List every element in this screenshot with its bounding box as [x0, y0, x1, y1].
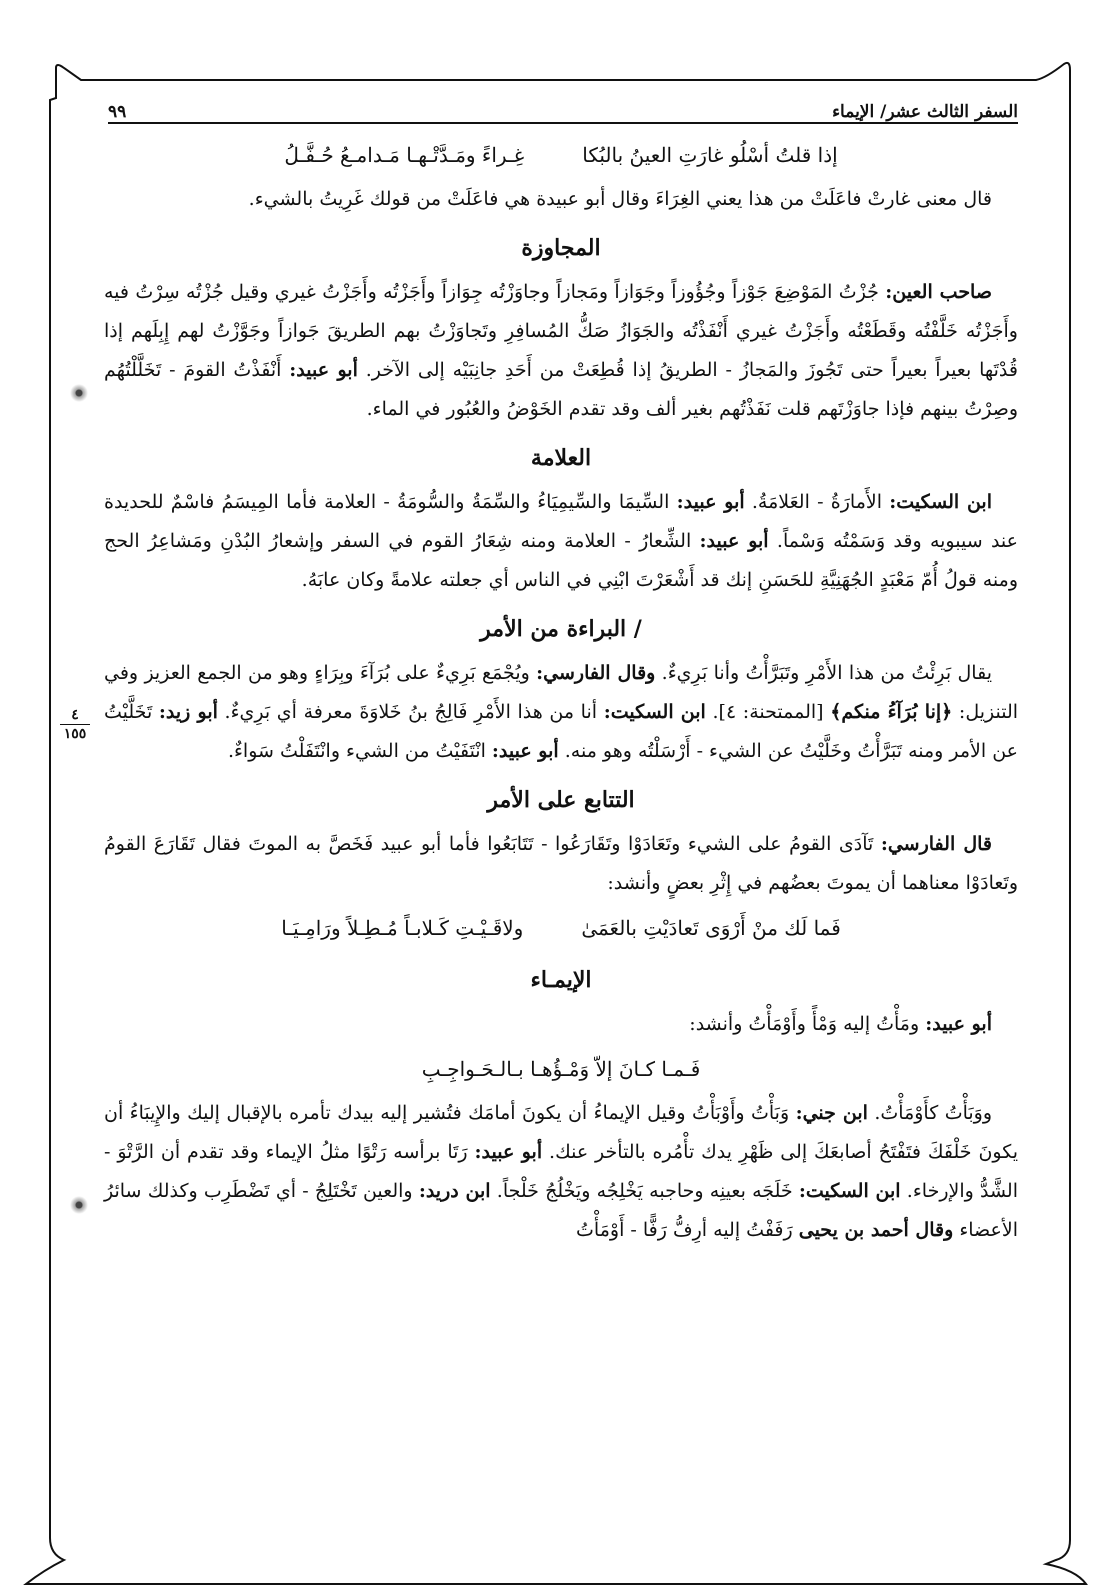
margin-page-reference — [58, 707, 92, 742]
paragraph-text: الأَمارَةُ - العَلامَةُ. — [744, 491, 890, 513]
source-name: ابن السكيت: — [889, 491, 992, 513]
paragraph-text: يقال بَرِئْتُ من هذا الأَمْرِ وتَبَرَّأْتُ وأنا بَرِيءٌ. — [655, 662, 992, 684]
section-heading: العلامة — [530, 445, 592, 471]
header-title: السفر الثالث عشر/ الإيماء — [832, 102, 1018, 122]
source-name: أبو عبيد: — [289, 359, 358, 381]
running-header — [108, 82, 1018, 122]
paragraph-text: السِّيمَا والسِّيمِيَاءُ والسِّمَةُ والسُّومَةُ - العلامة فأما المِيسَمُ فاسْمٌ للحديدة عند سيبويه وقد وَسَمْتُه وَسْماً. — [104, 491, 1018, 552]
verse-hemistich-left: ولاقَـيْـتِ كَـلابـاً مُـطِـلاً ورَامِـيَـا — [281, 916, 524, 940]
source-name: أبو عبيد: — [474, 1141, 543, 1163]
paragraph — [104, 654, 1018, 771]
paragraph-text: جُزْتُ المَوْضِعَ جَوْزاً وجُؤُوزاً وجَوَازاً ومَجازاً وجاوَزْتُه جِوَازاً وأَجَزْتُه وأَجَزْتُ غيري وقيل جُزْتُه سِرْتُ فيه وأَجَزْتُه خَلَّفْتُه وقَطَعْتُه وأَجَزْتُ غيري أَنْفَذْتُه والجَوَازُ صَكُّ المُسافِرِ وتَجاوَزْتُ بهم الطريقَ جَوازاً وجَوَّزْتُ لهم إِبِلَهم إذا قُدْتَها بعيراً بعيراً حتى تَجُوزَ والمَجازُ - الطريقُ إذا قُطِعَتْ من أَحَدِ جانِبَيْه إلى الآخر. — [104, 281, 1018, 381]
source-name: أبو عبيد: — [676, 491, 745, 513]
source-name: وقال الفارسي: — [536, 662, 656, 684]
paragraph — [104, 180, 1018, 219]
paragraph-text: رَفَفْتُ إليه أرِفُّ رَفًّا - أَوْمَأْتُ — [576, 1219, 799, 1241]
source-name: قال الفارسي: — [880, 833, 992, 855]
source-name: وقال أحمد بن يحيى — [798, 1219, 954, 1241]
verse-hemistich-right: إذا قلتُ أسْلُو غارَتِ العينُ بالبُكا — [582, 143, 838, 167]
paragraph-text: أنا من هذا الأَمْرِ فَالِجُ بنُ خَلاوَةَ معرفة أي بَرِيءٌ. — [217, 701, 604, 723]
verse-hemistich-right: فَما لَك منْ أَرْوَى تَعادَيْتِ بالعَمَىٰ — [581, 916, 841, 940]
paragraph-text: خَلَجَه بعينِه وحاجبه يَخْلِجُه ويَخْلُجُ خَلْجاً. — [490, 1180, 799, 1202]
source-name: أبو عبيد: — [925, 1013, 992, 1035]
paragraph — [104, 1005, 1018, 1044]
paragraph-text: انْتَفَيْتُ من الشيء وانْتَفَلْتُ سَواءٌ. — [227, 740, 492, 762]
paper-blemish — [70, 1196, 88, 1214]
header-rule — [108, 122, 1018, 124]
page-number: ٩٩ — [108, 102, 127, 122]
source-name: صاحب العين: — [885, 281, 992, 303]
paragraph-text: [الممتحنة: ٤]. — [705, 701, 831, 723]
paragraph — [104, 483, 1018, 600]
quran-quote: ﴿إنا بُرَآءُ منكم﴾ — [830, 701, 953, 723]
paragraph-text: تَآدَى القومُ على الشيء وتَعَادَوْا وتَقَارَعُوا - تَتَابَعُوا فأما أبو عبيد فَخَصَّ به الموتَ فقال تَقَارَعَ القومُ وتَعادَوْا معناهما أن يموتَ بعضُهم في إِثْرِ بعضٍ وأنشد: — [104, 833, 1018, 894]
paragraph-text: ووَبَأْتُ كأَوْمَأْتُ. — [867, 1102, 993, 1124]
source-name: أبو عبيد: — [699, 530, 769, 552]
paragraph-text: وَبَأْتُ وأَوْبَأْتُ وقيل الإيماءُ أن يكونَ أمامَك فتُشير إليه بيدك تأمره بالإقبال إليك والإِيبَاءُ أن يكونَ خَلْفَكَ فتَفْتَحُ أصابعَكَ إلى ظَهْرِ يدك تأْمُره بالتأخر عنك. — [104, 1102, 1018, 1163]
paragraph-text: تَخَلَّيْتُ عن الأمر ومنه تَبَرَّأْتُ وخَلَّيْتُ عن الشيء - أَرْسَلْتُه وهو منه. — [104, 701, 1018, 762]
paragraph-text: أَنْفَذْتُ القومَ - تَخَلَّلْتُهُم وصِرْتُ بينهم فإذا جاوَزْتَهم قلت نَفَذْتُهم بغير ألف وقد تقدم الخَوْضُ والعُبُور في الماء. — [104, 359, 1018, 420]
section-heading: التتابع على الأمر — [487, 787, 635, 813]
source-name: ابن السكيت: — [798, 1180, 901, 1202]
paragraph-text: رَتَا برأسه رَتْوًا مثلُ الإيماء وقد تقدم أن الرَّتْوَ - الشَّدُّ والإرخاء. — [104, 1141, 1018, 1202]
verse-couplet — [104, 905, 1018, 951]
source-name: أبو زيد: — [158, 701, 218, 723]
margin-ref-top: ٤ — [71, 707, 79, 723]
source-name: ابن السكيت: — [603, 701, 706, 723]
source-name: أبو عبيد: — [491, 740, 559, 762]
source-name: ابن جني: — [795, 1102, 868, 1124]
paragraph-text: ومَأْتُ إليه وَمْأً وأَوْمَأْتُ وأنشد: — [689, 1013, 926, 1035]
verse-line: فَـمـا كـانَ إلاّ وَمْـؤُهـا بـالـحَـواجِـبِ — [421, 1057, 701, 1081]
section-heading: الإيمـاء — [530, 967, 592, 993]
page-content — [104, 130, 1018, 1250]
paragraph-text: والعين تَخْتَلِجُ - أي تَضْطَرِب وكذلك سائرُ الأعضاء — [104, 1180, 1018, 1241]
section-heading: / البراءة من الأمر — [480, 616, 642, 642]
source-name: ابن دريد: — [418, 1180, 491, 1202]
paper-blemish — [70, 384, 88, 402]
margin-ref-divider — [60, 724, 90, 725]
verse-couplet — [104, 132, 1018, 178]
section-heading: المجاوزة — [521, 235, 601, 261]
paragraph — [104, 1094, 1018, 1250]
paragraph-text: قال معنى غارتْ فاعَلَتْ من هذا يعني الغِرَاءَ وقال أبو عبيدة هي فاعَلَتْ من قولك غَرِيتُ بالشيء. — [248, 188, 992, 210]
margin-ref-bottom: ١٥٥ — [63, 726, 87, 742]
verse-single — [104, 1046, 1018, 1092]
verse-hemistich-left: غِـراءً ومَـدَّتْـهـا مَـدامـعُ حُـفَّـلُ — [284, 143, 525, 167]
paragraph-text: ويُجْمَع بَرِيءٌ على بُرَآءَ وبِرَاءٍ وهو من الجمع العزيز وفي التنزيل: — [104, 662, 1019, 723]
paragraph — [104, 825, 1018, 903]
paragraph — [104, 273, 1018, 429]
paragraph-text: الشِّعارُ - العلامة ومنه شِعَارُ القوم في السفر وإشعارُ البُدْنِ ومَشاعِرُ الحج ومنه قولُ أُمّ مَعْبَدٍ الجُهَنِيَّةِ للحَسَنِ إنك قد أَشْعَرْتَ ابْنِي في الناس أي جعلته علامةً وكان عابَهُ. — [104, 530, 1018, 591]
